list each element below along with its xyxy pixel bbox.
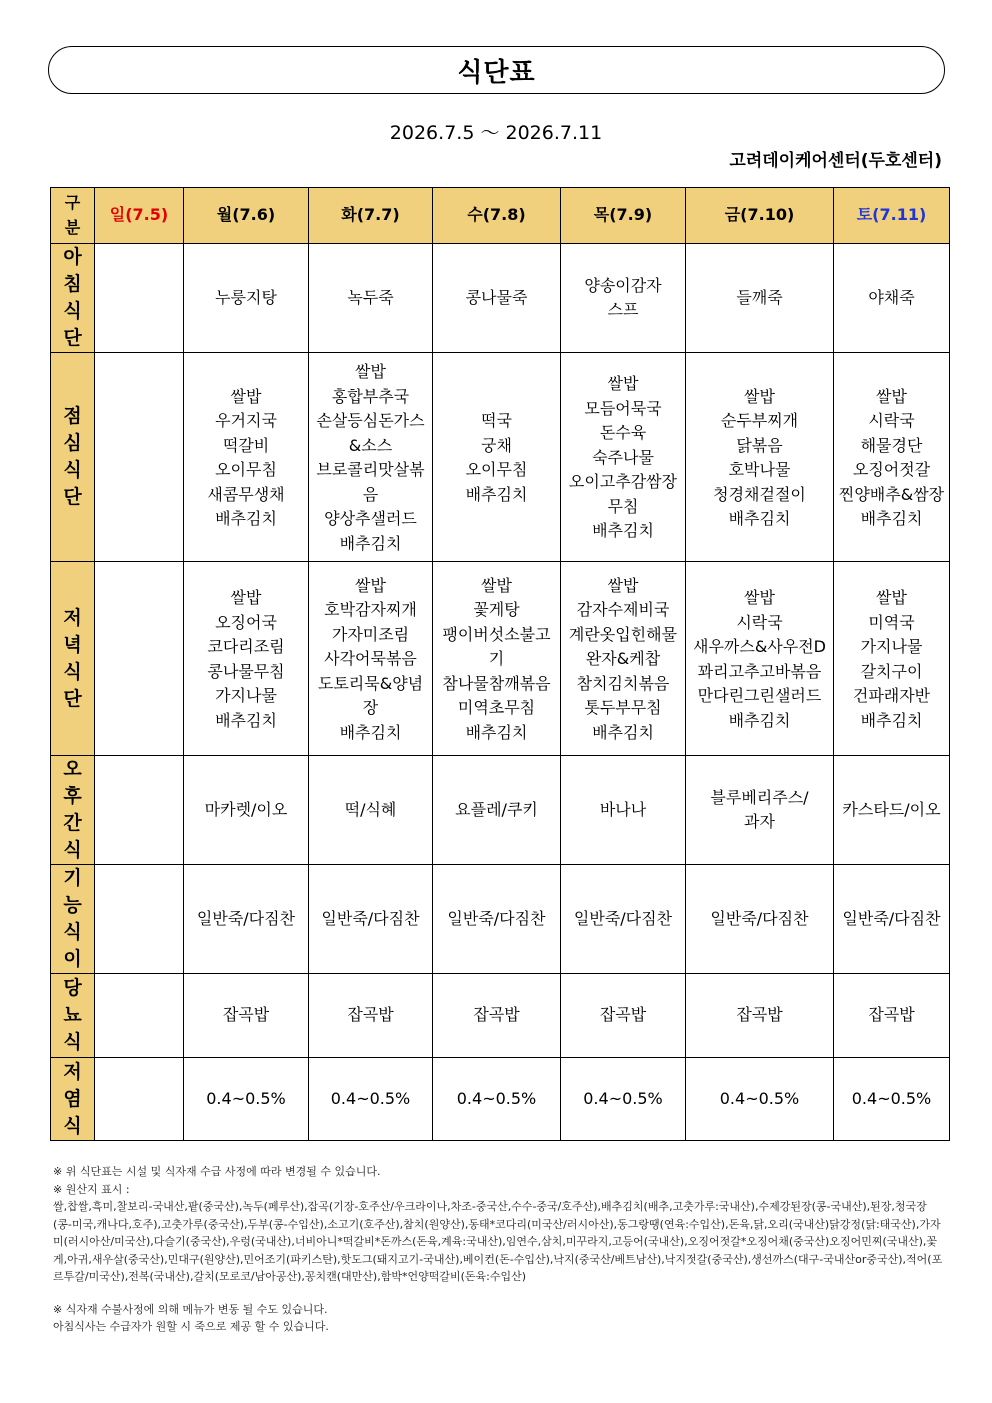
menu-cell-breakfast-fri: [686, 244, 834, 353]
menu-cell-snack-wed: [433, 756, 561, 865]
category-lunch: 점 심 식 단: [51, 353, 95, 562]
menu-item: 떡갈비: [222, 435, 270, 455]
menu-item: 스프: [607, 300, 639, 319]
menu-item: 0.4~0.5%: [206, 1088, 286, 1108]
menu-item: 쌀밥: [744, 588, 775, 607]
menu-item: 해물경단: [860, 435, 923, 455]
menu-item: 홍합부추국: [331, 386, 410, 406]
category-dinner: 저 녁 식 단: [51, 562, 95, 756]
menu-item: 0.4~0.5%: [583, 1088, 663, 1108]
menu-cell-functional-tue: [309, 865, 433, 974]
menu-item: 우거지국: [215, 411, 277, 430]
breakfast-notice: 아침식사는 수급자가 원할 시 죽으로 제공 할 수 있습니다.: [53, 1320, 329, 1333]
menu-cell-dinner-thu: [561, 562, 686, 756]
menu-item: 배추김치: [465, 484, 528, 504]
menu-item: 일반죽/다짐찬: [573, 908, 673, 928]
menu-cell-breakfast-mon: [184, 244, 309, 353]
menu-item: 새우까스&사우전D: [693, 637, 826, 656]
menu-cell-lunch-sat: [834, 353, 950, 562]
menu-item: 브로콜리맛살볶: [316, 460, 425, 479]
menu-item: 떡/식혜: [344, 799, 397, 819]
menu-item: 배추김치: [215, 710, 277, 730]
menu-item: 쌀밥: [355, 575, 386, 595]
menu-item: 일반죽/다짐찬: [447, 908, 546, 928]
menu-item: 배추김치: [465, 722, 528, 742]
menu-item: 들깨죽: [736, 287, 783, 307]
menu-item: 가지나물: [860, 637, 923, 656]
menu-item: 미역국: [868, 612, 915, 632]
menu-item: 쌀밥: [355, 362, 386, 381]
menu-item: 시락국: [868, 411, 915, 430]
menu-cell-dinner-sat: [834, 562, 950, 756]
menu-item: 찐양배추&쌈장: [838, 484, 945, 504]
menu-cell-functional-thu: [561, 865, 686, 974]
header-row: [51, 188, 950, 244]
menu-cell-low-salt-sun: [95, 1058, 184, 1141]
menu-item: 계란옷입힌해물: [568, 624, 678, 644]
menu-item: 배추김치: [728, 509, 791, 528]
menu-item: 만다린그린샐러드: [697, 686, 822, 705]
menu-cell-breakfast-wed: [433, 244, 561, 353]
menu-cell-breakfast-sun: [95, 244, 184, 353]
menu-item: 잡곡밥: [473, 1005, 520, 1025]
menu-item: 0.4~0.5%: [851, 1088, 932, 1108]
menu-table: [50, 187, 950, 1141]
menu-item: 쌀밥: [230, 386, 262, 406]
menu-cell-breakfast-thu: [561, 244, 686, 353]
menu-item: 코다리조림: [207, 637, 285, 656]
menu-item: 일반죽/다짐찬: [710, 908, 809, 928]
menu-item: 쌀밥: [607, 575, 639, 595]
origin-text: 쌀,찹쌀,흑미,찰보리-국내산,팥(중국산),녹두(페루산),잡곡(기장-호주산/우크라이나,차조-중국산,수수-중국/호주산),배추김치(배추,고춧가루:국내산),수제강된장(콩-국내산),된장,청국장(콩-미국,캐나다,호주),고춧가루(중국산),두부(콩-수입산),소고기(호주산),참치(원양산),동태*코다리(미국산/러시아산),동그랑땡(연육:수입산),돈육,닭,오리(국내산)닭강정(닭:태국산),가자미(러시아산/미국산),다슬기(중국산),우렁(국내산),너비아니*떡갈비*돈까스(돈육,계육:국내산),임연수,삼치,미꾸라지,고등어(국내산),오징어젓갈*오징어채(중국산)오징어민찌(국내산),꽃게,아귀,새우살(중국산),민대구(원양산),민어조기(파키스탄),핫도그(돼지고기-국내산),베이컨(돈-수입산),낙지(중국산/베트남산),낙지젓갈(중국산),생선까스(대구-국내산or중국산),적어(포르투갈/미국산),전복(국내산),갈치(모로코/남아공산),꽁치캔(대만산),함박*언양떡갈비(돈육:수입산): [53, 1200, 943, 1283]
menu-cell-low-salt-wed: [433, 1058, 561, 1141]
menu-item: 배추김치: [860, 509, 923, 528]
menu-item: 완자&케찹: [585, 649, 661, 669]
menu-item: 꽈리고추고바볶음: [697, 661, 822, 681]
menu-item: 팽이버섯소불고: [442, 624, 551, 644]
menu-cell-diabetic-sun: [95, 974, 184, 1058]
menu-item: 양송이감자: [584, 275, 662, 295]
menu-item: 배추김치: [592, 521, 654, 541]
menu-item: 양상추샐러드: [324, 509, 417, 528]
origin-title: ※ 원산지 표시 :: [53, 1182, 130, 1196]
menu-item: 쌀밥: [607, 374, 639, 394]
menu-item: 도토리묵&양념: [317, 673, 424, 693]
meal-row-dinner: [51, 562, 950, 756]
menu-cell-diabetic-wed: [433, 974, 561, 1058]
menu-item: 가지나물: [215, 686, 277, 705]
menu-item: 참나물참깨볶음: [442, 673, 551, 693]
menu-item: &소스: [348, 435, 393, 455]
menu-item: 잡곡밥: [868, 1005, 915, 1025]
meal-row-breakfast: [51, 244, 950, 353]
day-header-tue: 화(7.7): [309, 188, 433, 244]
menu-item: 콩나물죽: [465, 287, 528, 307]
category-snack: 오 후 간 식: [51, 756, 95, 865]
menu-item: 오이무침: [215, 460, 277, 479]
menu-item: 참치김치볶음: [576, 673, 670, 693]
menu-cell-dinner-wed: [433, 562, 561, 756]
menu-item: 손살등심돈가스: [316, 411, 425, 430]
menu-cell-low-salt-fri: [686, 1058, 834, 1141]
menu-cell-functional-wed: [433, 865, 561, 974]
menu-item: 모듬어묵국: [584, 398, 662, 418]
menu-cell-diabetic-mon: [184, 974, 309, 1058]
day-header-fri: 금(7.10): [686, 188, 834, 244]
menu-cell-breakfast-tue: [309, 244, 433, 353]
menu-item: 배추김치: [860, 710, 923, 730]
menu-item: 쌀밥: [744, 386, 775, 406]
menu-item: 잡곡밥: [736, 1005, 783, 1025]
menu-item: 오이고추감쌈장: [568, 472, 678, 492]
menu-item: 일반죽/다짐찬: [321, 908, 420, 928]
menu-cell-breakfast-sat: [834, 244, 950, 353]
menu-cell-snack-thu: [561, 756, 686, 865]
menu-cell-snack-sun: [95, 756, 184, 865]
menu-item: 일반죽/다짐찬: [842, 908, 941, 928]
menu-item: 숙주나물: [592, 447, 654, 467]
menu-item: 0.4~0.5%: [719, 1088, 800, 1108]
meal-row-lunch: [51, 353, 950, 562]
menu-item: 청경채겉절이: [713, 484, 806, 504]
menu-item: 무침: [607, 496, 639, 516]
menu-item: 야채죽: [868, 287, 915, 307]
menu-item: 카스타드/이오: [842, 799, 941, 819]
day-header-sat: 토(7.11): [834, 188, 950, 244]
menu-cell-low-salt-thu: [561, 1058, 686, 1141]
date-range: 2026.7.5 ～ 2026.7.11: [389, 122, 603, 144]
menu-item: 0.4~0.5%: [330, 1088, 411, 1108]
meal-row-functional: [51, 865, 950, 974]
menu-item: 호박감자찌개: [324, 600, 417, 620]
menu-item: 기: [488, 649, 505, 669]
menu-item: 시락국: [736, 612, 783, 632]
category-breakfast: 아 침 식 단: [51, 244, 95, 353]
menu-item: 오징어젓갈: [852, 460, 931, 479]
menu-cell-dinner-tue: [309, 562, 433, 756]
menu-cell-dinner-mon: [184, 562, 309, 756]
menu-item: 갈치구이: [860, 661, 923, 681]
menu-item: 호박나물: [728, 460, 791, 479]
menu-item: 잡곡밥: [347, 1005, 394, 1025]
category-header: 구 분: [51, 188, 95, 244]
menu-item: 콩나물무침: [207, 661, 285, 681]
menu-cell-lunch-tue: [309, 353, 433, 562]
menu-item: 돈수육: [599, 423, 647, 443]
menu-cell-snack-tue: [309, 756, 433, 865]
menu-item: 과자: [744, 812, 775, 831]
meal-row-snack: [51, 756, 950, 865]
menu-item: 오이무침: [465, 460, 528, 479]
menu-item: 요플레/쿠키: [455, 799, 538, 819]
menu-item: 톳두부무침: [584, 698, 662, 718]
menu-cell-diabetic-thu: [561, 974, 686, 1058]
menu-item: 쌀밥: [481, 575, 512, 595]
menu-cell-lunch-thu: [561, 353, 686, 562]
menu-item: 일반죽/다짐찬: [196, 908, 296, 928]
menu-item: 잡곡밥: [222, 1005, 270, 1025]
menu-item: 블루베리주스/: [710, 787, 809, 807]
menu-item: 배추김치: [728, 710, 791, 730]
menu-item: 닭볶음: [736, 435, 783, 455]
menu-item: 새콤무생채: [207, 484, 285, 504]
menu-cell-lunch-wed: [433, 353, 561, 562]
category-functional: 기 능 식 이: [51, 865, 95, 974]
menu-cell-low-salt-sat: [834, 1058, 950, 1141]
menu-cell-snack-sat: [834, 756, 950, 865]
menu-cell-functional-sun: [95, 865, 184, 974]
menu-item: 감자수제비국: [576, 600, 670, 620]
category-diabetic: 당 뇨 식: [51, 974, 95, 1058]
menu-cell-lunch-fri: [686, 353, 834, 562]
menu-cell-diabetic-fri: [686, 974, 834, 1058]
menu-cell-snack-mon: [184, 756, 309, 865]
menu-item: 꽃게탕: [473, 600, 520, 620]
menu-cell-diabetic-tue: [309, 974, 433, 1058]
menu-cell-dinner-fri: [686, 562, 834, 756]
menu-item: 녹두죽: [347, 287, 394, 307]
menu-cell-low-salt-tue: [309, 1058, 433, 1141]
menu-cell-low-salt-mon: [184, 1058, 309, 1141]
day-header-wed: 수(7.8): [433, 188, 561, 244]
menu-cell-lunch-sun: [95, 353, 184, 562]
menu-item: 배추김치: [339, 533, 402, 553]
menu-item: 음: [362, 484, 379, 504]
menu-item: 궁채: [481, 435, 512, 455]
menu-item: 0.4~0.5%: [456, 1088, 537, 1108]
day-header-sun: 일(7.5): [95, 188, 184, 244]
menu-item: 사각어묵볶음: [324, 649, 417, 669]
day-header-mon: 월(7.6): [184, 188, 309, 244]
menu-item: 배추김치: [215, 509, 277, 528]
menu-item: 쌀밥: [230, 588, 262, 607]
menu-cell-dinner-sun: [95, 562, 184, 756]
menu-cell-functional-mon: [184, 865, 309, 974]
menu-item: 가자미조림: [331, 624, 410, 644]
menu-item: 마카렛/이오: [204, 799, 288, 819]
menu-cell-snack-fri: [686, 756, 834, 865]
change-notice: ※ 위 식단표는 시설 및 식자재 수급 사정에 따라 변경될 수 있습니다.: [53, 1165, 381, 1178]
menu-item: 떡국: [481, 411, 512, 430]
day-header-thu: 목(7.9): [561, 188, 686, 244]
meal-row-diabetic: [51, 974, 950, 1058]
center-name: 고려데이케어센터(두호센터): [729, 151, 942, 171]
meal-row-low-salt: [51, 1058, 950, 1141]
menu-cell-diabetic-sat: [834, 974, 950, 1058]
menu-item: 쌀밥: [876, 386, 907, 406]
menu-item: 바나나: [599, 799, 647, 819]
menu-item: 순두부찌개: [720, 411, 799, 430]
page-title: 식단표: [48, 46, 945, 94]
menu-item: 미역초무침: [457, 698, 536, 718]
menu-cell-functional-sat: [834, 865, 950, 974]
menu-item: 배추김치: [592, 722, 654, 742]
menu-cell-lunch-mon: [184, 353, 309, 562]
notes: [53, 1163, 943, 1336]
menu-item: 쌀밥: [876, 588, 907, 607]
supply-notice: ※ 식자재 수불사정에 의해 메뉴가 변동 될 수도 있습니다.: [53, 1302, 328, 1316]
menu-item: 장: [362, 698, 379, 718]
category-low-salt: 저 염 식: [51, 1058, 95, 1141]
menu-item: 건파래자반: [852, 686, 931, 705]
menu-item: 배추김치: [339, 722, 402, 742]
menu-cell-functional-fri: [686, 865, 834, 974]
menu-item: 잡곡밥: [599, 1005, 647, 1025]
menu-item: 누룽지탕: [215, 287, 277, 307]
menu-item: 오징어국: [215, 612, 277, 632]
